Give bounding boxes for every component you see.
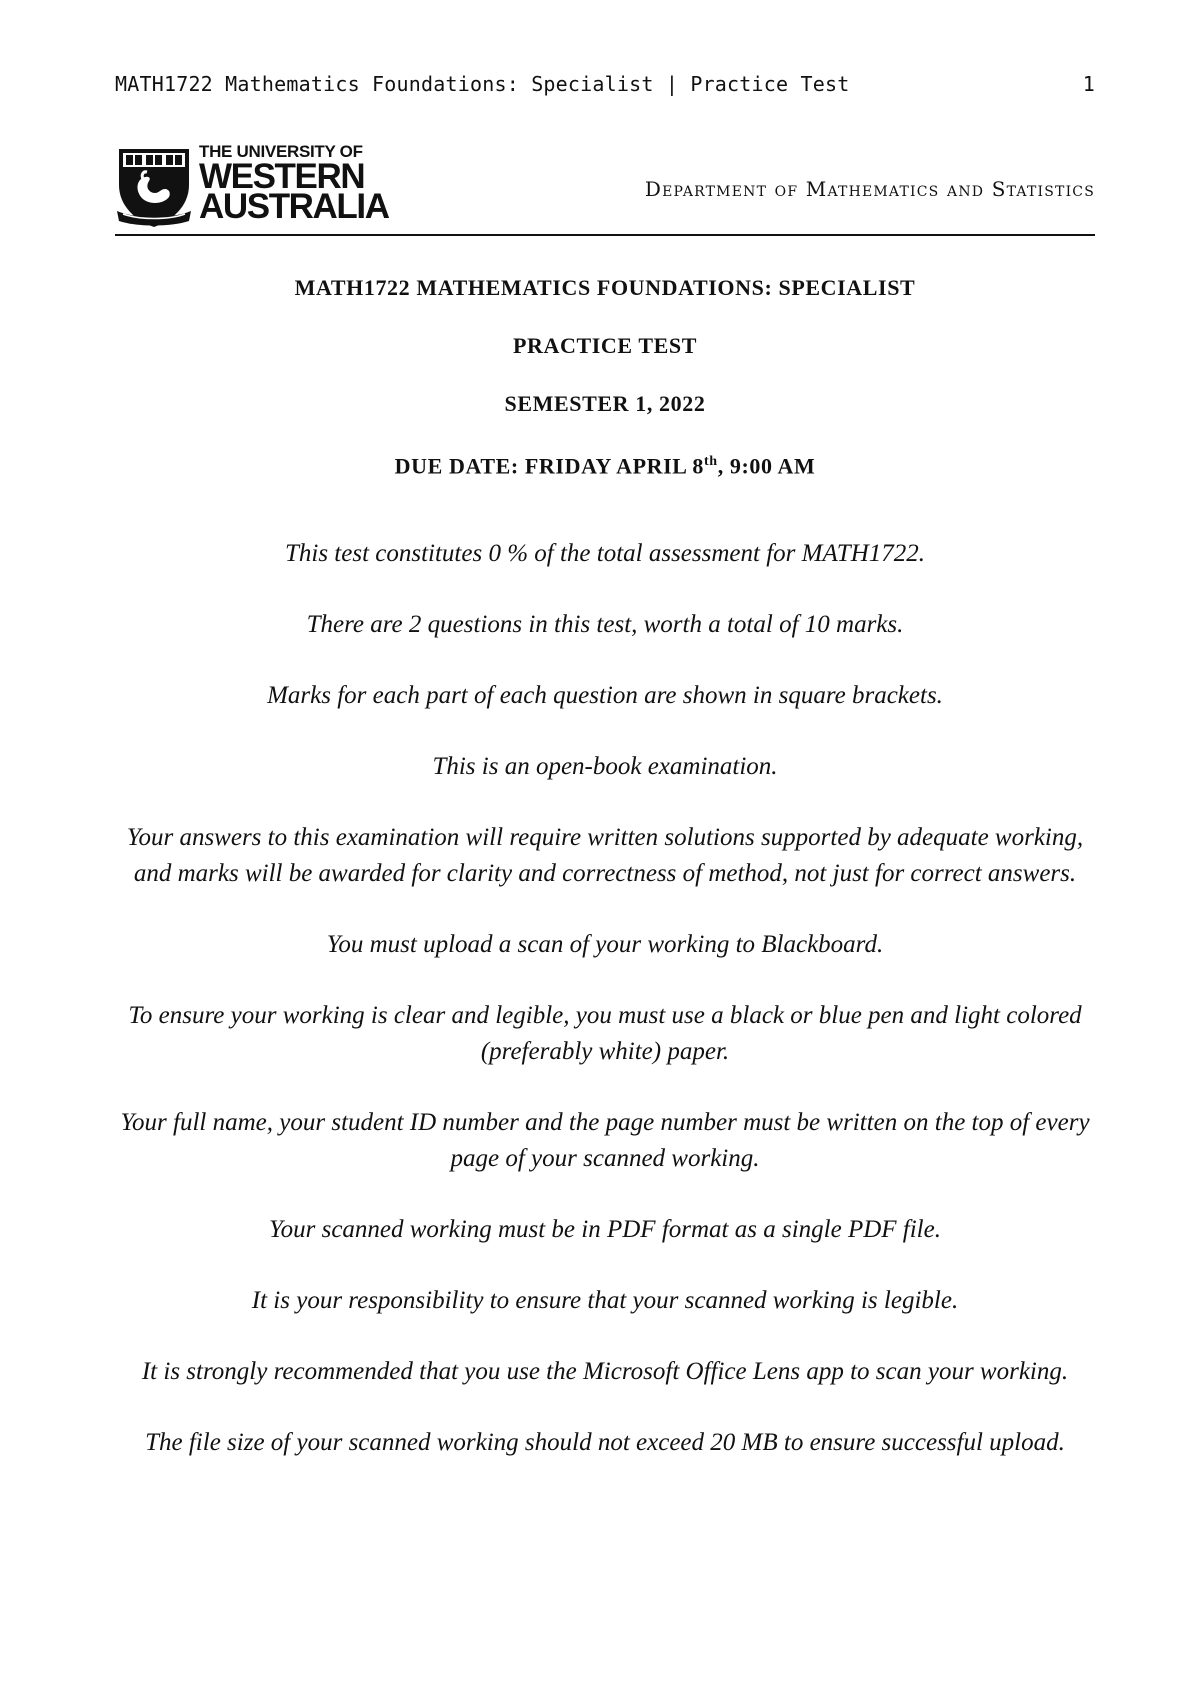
due-date — [115, 449, 1095, 507]
instruction-paragraph: Marks for each part of each question are shown in square brackets. — [267, 682, 943, 709]
semester-title: SEMESTER 1, 2022 — [504, 391, 706, 416]
due-date-superscript: th — [704, 454, 718, 469]
department-name: Department of Mathematics and Statistics — [644, 177, 1095, 201]
instruction-paragraph: It is your responsibility to ensure that your scanned working is legible. — [251, 1287, 959, 1314]
running-header-title: MATH1722 Mathematics Foundations: Specialist | Practice Test — [115, 72, 850, 96]
instruction-paragraph: The file size of your scanned working should not exceed 20 MB to ensure successful upload. — [145, 1429, 1065, 1456]
test-title: PRACTICE TEST — [512, 333, 698, 358]
page-number: 1 — [1082, 72, 1095, 96]
logo-wordmark — [199, 142, 389, 226]
logo-line-1: THE UNIVERSITY OF — [199, 142, 363, 161]
logo-line-3: AUSTRALIA — [199, 187, 389, 226]
logo-line-2: WESTERN — [199, 157, 365, 196]
university-logo — [115, 142, 389, 229]
instruction-paragraph: There are 2 questions in this test, worth a total of 10 marks. — [306, 611, 904, 638]
running-header — [115, 72, 1095, 96]
instruction-paragraph: This is an open-book examination. — [432, 753, 778, 780]
due-date-suffix: , 9:00 AM — [717, 453, 816, 479]
instruction-paragraph: It is strongly recommended that you use the Microsoft Office Lens app to scan your working. — [141, 1358, 1069, 1385]
course-title: MATH1722 MATHEMATICS FOUNDATIONS: SPECIALIST — [294, 275, 916, 300]
crest-icon — [115, 145, 193, 229]
title-block — [115, 275, 1095, 507]
masthead — [115, 142, 1095, 236]
instruction-paragraph: Your full name, your student ID number and the page number must be written on the top of every page of your scanned working. — [120, 1109, 1090, 1172]
instructions — [115, 536, 1095, 1496]
instruction-paragraph: To ensure your working is clear and legible, you must use a black or blue pen and light colored (preferably white) paper. — [128, 1002, 1082, 1065]
instruction-paragraph: Your scanned working must be in PDF format as a single PDF file. — [269, 1216, 941, 1243]
instruction-paragraph: You must upload a scan of your working to Blackboard. — [326, 931, 884, 958]
instruction-paragraph: This test constitutes 0 % of the total assessment for MATH1722. — [284, 540, 926, 567]
due-date-prefix: DUE DATE: FRIDAY APRIL 8 — [394, 453, 705, 479]
instruction-paragraph: Your answers to this examination will require written solutions supported by adequate working, and marks will be awarded for clarity and correctness of method, not just for correct answers. — [126, 824, 1084, 887]
